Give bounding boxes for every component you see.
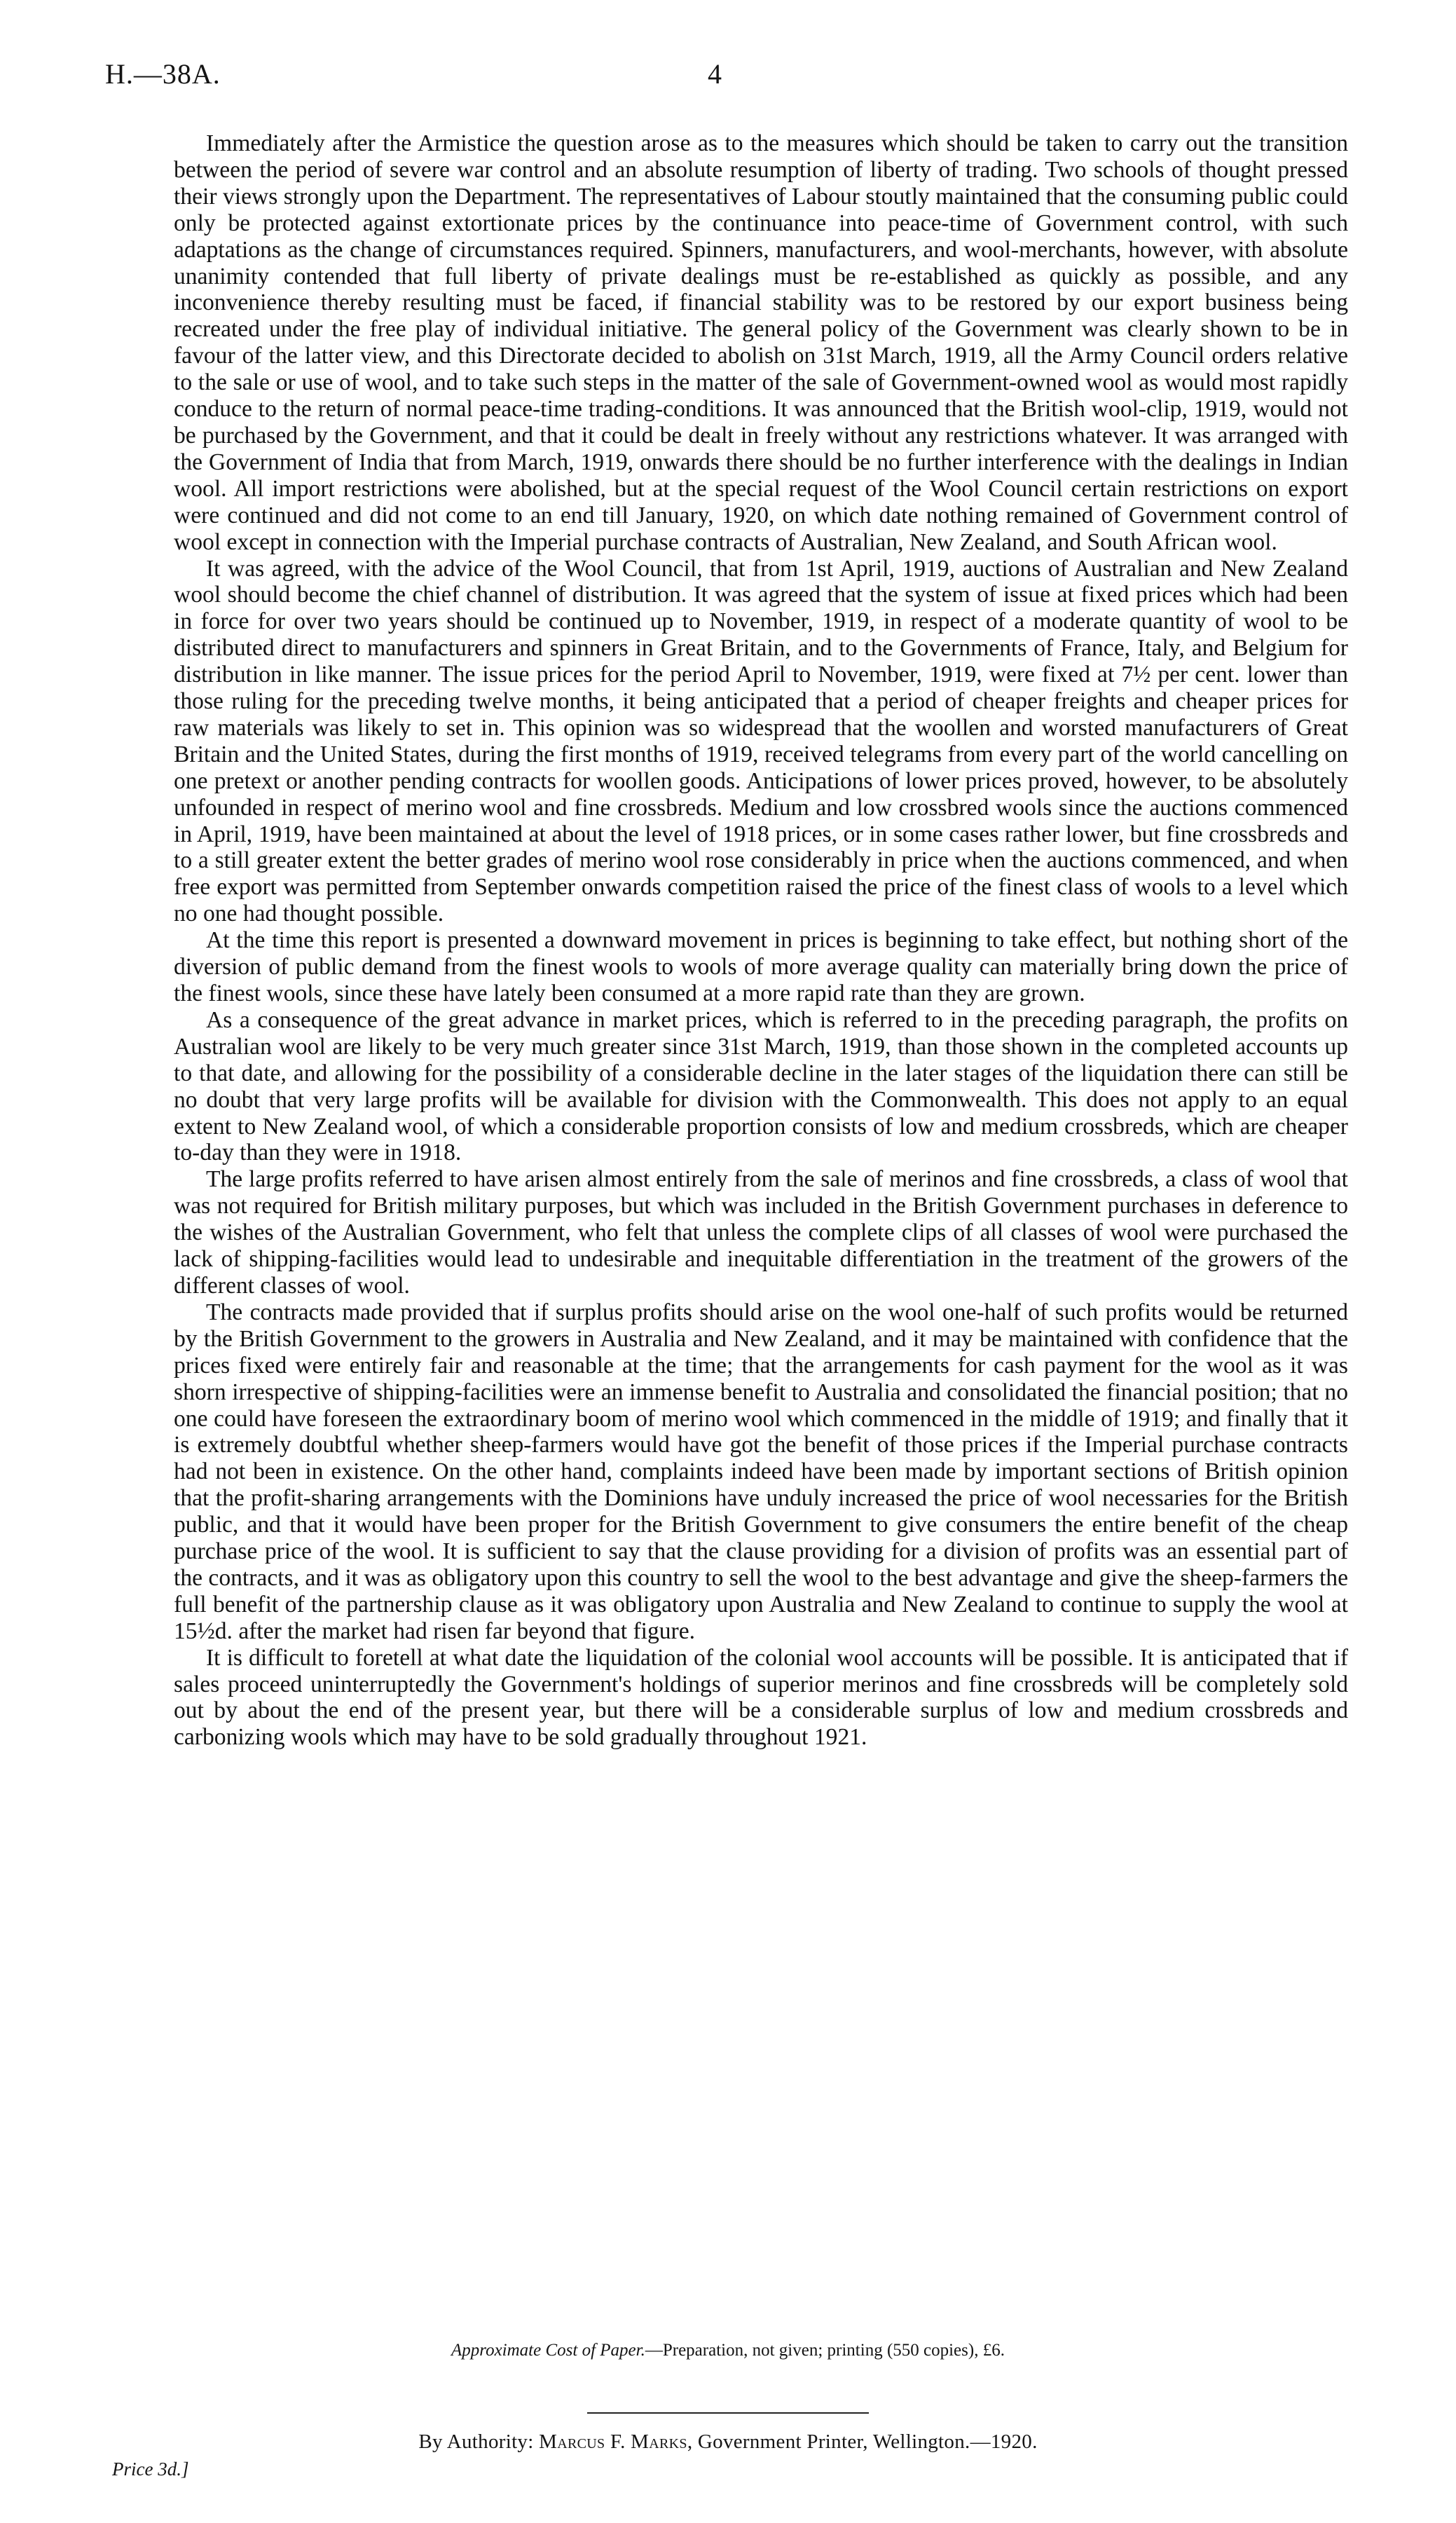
authority-prefix: By Authority: <box>418 2430 540 2453</box>
paragraph-profits: As a consequence of the great advance in market prices, which is referred to in the preceding paragraph, the profits on Australian wool are likely to be very much greater since 31st March, 1919, than those shown in the completed accounts up to that date, and allowing for the possibility of a considerable decline in the later stages of the liquidation there can still be no doubt that very large profits will be available for division with the Commonwealth. This does not apply to an equal extent to New Zealand wool, of which a considerable proportion consists of low and medium crossbreds, which are cheaper to-day than they were in 1918. <box>174 1006 1348 1166</box>
cost-text: —Preparation, not given; printing (550 copies), £6. <box>645 2341 1005 2360</box>
paragraph-armistice: Immediately after the Armistice the question arose as to the measures which should be taken to carry out the transition between the period of severe war control and an absolute resumption of liberty of trading. Two schools of thought pressed their views strongly upon the Department. The representatives of Labour stoutly maintained that the consuming public could only be protected against extortionate prices by the continuance into peace-time of Government control, with such adaptations as the change of circumstances required. Spinners, manufacturers, and wool-merchants, however, with absolute unanimity contended that full liberty of private dealings must be re-established as quickly as possible, and any inconvenience thereby resulting must be faced, if financial stability was to be restored by our export business being recreated under the free play of individual initiative. The general policy of the Government was clearly shown to be in favour of the latter view, and this Directorate decided to abolish on 31st March, 1919, all the Army Council orders relative to the sale or use of wool, and to take such steps in the matter of the sale of Government-owned wool as would most rapidly conduce to the return of normal peace-time trading-conditions. It was announced that the British wool-clip, 1919, would not be purchased by the Government, and that it could be dealt in freely without any restrictions whatever. It was arranged with the Government of India that from March, 1919, onwards there should be no further interference with the dealings in Indian wool. All import restrictions were abolished, but at the special request of the Wool Council certain restrictions on export were continued and did not come to an end till January, 1920, on which date nothing remained of Government control of wool except in connection with the Imperial purchase contracts of Australian, New Zealand, and South African wool. <box>174 130 1348 555</box>
paragraph-downward-movement: At the time this report is presented a downward movement in prices is beginning to take effect, but nothing short of the diversion of public demand from the finest wools to wools of more average quality can materially bring down the price of the finest wools, since these have lately been consumed at a more rapid rate than they are grown. <box>174 927 1348 1006</box>
page-number: 4 <box>708 58 722 90</box>
paragraph-contracts: The contracts made provided that if surplus profits should arise on the wool one-half of such profits would be returned by the British Government to the growers in Australia and New Zealand, and it may be maintained with confidence that the prices fixed were entirely fair and reasonable at the time; that the arrangements for cash payment for the wool as it was shorn irrespective of shipping-facilities were an immense benefit to Australia and consolidated the financial position; that no one could have foreseen the extraordinary boom of merino wool which commenced in the middle of 1919; and finally that it is extremely doubtful whether sheep-farmers would have got the benefit of those prices if the Imperial purchase contracts had not been in existence. On the other hand, complaints indeed have been made by important sections of British opinion that the profit-sharing arrangements with the Dominions have unduly increased the price of wool necessaries for the British public, and that it would have been proper for the British Government to give consumers the entire benefit of the cheap purchase price of the wool. It is sufficient to say that the clause providing for a division of profits was an essential part of the contracts, and it was as obligatory upon this country to sell the wool to the best advantage and give the sheep-farmers the full benefit of the partnership clause as it was obligatory upon Australia and New Zealand to continue to supply the wool at 15½d. after the market had risen far beyond that figure. <box>174 1299 1348 1644</box>
document-reference: H.—38A. <box>105 58 221 90</box>
paragraph-liquidation: It is difficult to foretell at what date the liquidation of the colonial wool accounts will be possible. It is anticipated that if sales proceed uninterruptedly the Government's holdings of superior merinos and fine crossbreds will be completely sold out by about the end of the present year, but there will be a considerable surplus of low and medium crossbreds and carbonizing wools which may have to be sold gradually throughout 1921. <box>174 1644 1348 1751</box>
price-note: Price 3d.] <box>112 2459 189 2480</box>
cost-of-paper-note <box>0 2341 1456 2360</box>
body-text <box>174 130 1348 1751</box>
paragraph-large-profits: The large profits referred to have arisen almost entirely from the sale of merinos and fine crossbreds, a class of wool that was not required for British military purposes, but which was included in the British Government purchases in deference to the wishes of the Australian Government, who felt that unless the complete clips of all classes of wool were purchased the lack of shipping-facilities would lead to undesirable and inequitable differentiation in the treatment of the growers of the different classes of wool. <box>174 1166 1348 1299</box>
paragraph-auctions: It was agreed, with the advice of the Wool Council, that from 1st April, 1919, auctions of Australian and New Zealand wool should become the chief channel of distribution. It was agreed that the system of issue at fixed prices which had been in force for over two years should be continued up to November, 1919, in respect of a moderate quantity of wool to be distributed direct to manufacturers and spinners in Great Britain, and to the Governments of France, Italy, and Belgium for distribution in like manner. The issue prices for the period April to November, 1919, were fixed at 7½ per cent. lower than those ruling for the preceding twelve months, it being anticipated that a period of cheaper freights and cheaper prices for raw materials was likely to set in. This opinion was so widespread that the woollen and worsted manufacturers of Great Britain and the United States, during the first months of 1919, received telegrams from every part of the world cancelling on one pretext or another pending contracts for woollen goods. Anticipations of lower prices proved, however, to be absolutely unfounded in respect of merino wool and fine crossbreds. Medium and low crossbred wools since the auctions commenced in April, 1919, have been maintained at about the level of 1918 prices, or in some cases rather lower, but fine crossbreds and to a still greater extent the better grades of merino wool rose considerably in price when the auctions commenced, and when free export was permitted from September onwards competition raised the price of the finest class of wools to a level which no one had thought possible. <box>174 555 1348 927</box>
authority-suffix: , Government Printer, Wellington.—1920. <box>687 2430 1038 2453</box>
footer-divider <box>587 2412 869 2414</box>
printer-name: Marcus F. Marks <box>539 2430 687 2453</box>
printer-authority <box>0 2430 1456 2454</box>
cost-label: Approximate Cost of Paper. <box>451 2341 645 2360</box>
